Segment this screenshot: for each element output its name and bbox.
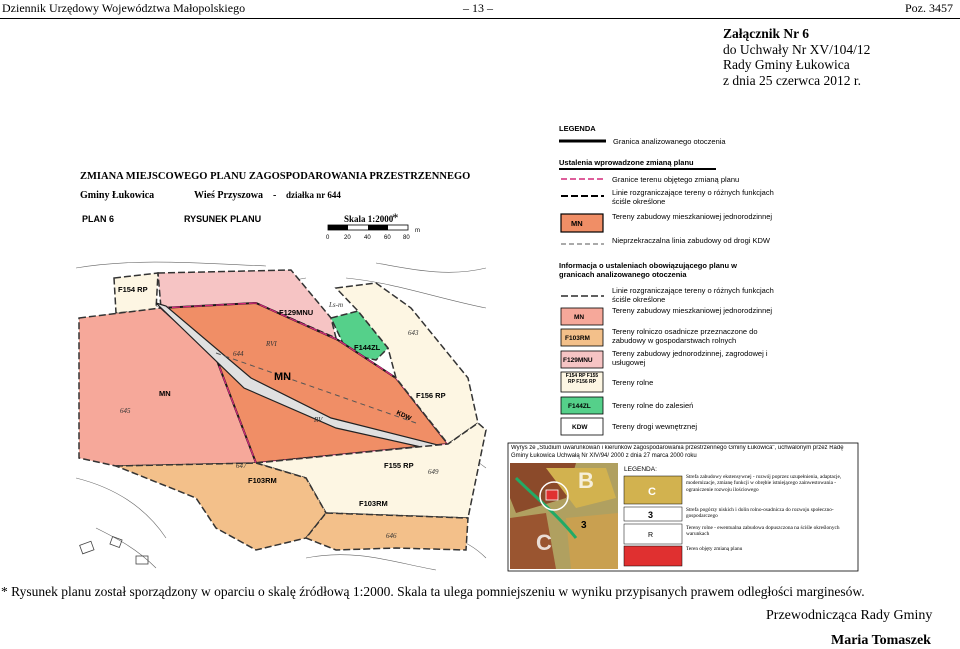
position-number: Poz. 3457 (905, 1, 953, 15)
plan-gmina: Gminy Łukowica (80, 190, 155, 201)
legend-item1-3: Nieprzekraczalna linia zabudowy od drogi KDW (612, 236, 770, 245)
plan-drawing-label: RYSUNEK PLANU (184, 214, 262, 224)
study-map-label-3: 3 (581, 520, 587, 531)
legend-item1-1: Linie rozgraniczające tereny o różnych funkcjach ściśle określone (612, 188, 774, 206)
study-legend-item-1: Strefa pogórzy niskich i dolin rolno-osadnicza do rozwoju społeczno-gospodarczego (686, 507, 834, 520)
label-f154rp: F154 RP (118, 285, 148, 294)
plan-plot: działka nr 644 (286, 190, 341, 200)
annex-title: Załącznik Nr 6 (723, 26, 810, 41)
study-legend-title: LEGENDA: (624, 466, 657, 473)
legend-title: LEGENDA (559, 124, 596, 133)
label-mn-left: MN (159, 389, 171, 398)
scale-tick-0: 0 (326, 235, 330, 241)
study-legend-item-3: Teren objęty zmianą planu (686, 546, 743, 552)
legend-item2-4: Tereny rolne (612, 378, 654, 387)
legend-item2-5: Tereny rolne do zalesień (612, 401, 694, 410)
study-legend-code-r: R (648, 532, 654, 539)
scale-tick-20: 20 (344, 235, 351, 241)
legend-item2-6: Tereny drogi wewnętrznej (612, 422, 698, 431)
legend-boundary-label: Granica analizowanego otoczenia (613, 137, 726, 146)
label-f103rm-b: F103RM (359, 499, 388, 508)
study-map-label-c: C (536, 530, 552, 555)
annex-heading (723, 26, 870, 88)
label-kdw: KDW (395, 409, 413, 423)
label-f103rm-a: F103RM (248, 476, 277, 485)
scale-tick-40: 40 (364, 235, 371, 241)
legend-item2-5-code: F144ZL (568, 403, 591, 410)
legend-item2-0: Linie rozgraniczające tereny o różnych funkcjach ściśle określone (612, 286, 774, 304)
parcel-646: 646 (386, 532, 397, 540)
plan-map-figure (76, 118, 960, 573)
legend-item1-2-code: MN (571, 219, 583, 228)
parcel-643: 643 (408, 329, 419, 337)
parcel-rv: RV (314, 416, 323, 424)
label-f144zl: F144ZL (354, 343, 381, 352)
legend-item1-0: Granice terenu objętego zmianą planu (612, 175, 740, 184)
plan-map-svg (76, 118, 960, 573)
legend-item2-6-code: KDW (572, 424, 588, 431)
scale-tick-80: 80 (403, 235, 410, 241)
study-caption: Wyrys ze „Studium uwarunkowań i kierunków zagospodarowania przestrzennego Gminy Łukowica", uchwalonym przez Radę Gminy Łukowica Uchwałą Nr XIV/94/ 2000 z dnia 27 marca 2000 roku (511, 445, 844, 459)
scale-star: * (392, 210, 399, 225)
parcel-rvi: RVI (266, 340, 277, 348)
label-mn-changed: MN (274, 371, 292, 383)
parcel-644: 644 (233, 350, 244, 358)
study-excerpt (508, 443, 858, 571)
study-map-label-b: B (578, 468, 594, 493)
parcel-645: 645 (120, 407, 131, 415)
legend-item2-2: Tereny rolniczo osadnicze przeznaczone do zabudowy w gospodarstwach rolnych (612, 327, 758, 345)
plan-dash: - (273, 190, 277, 201)
label-f155rp: F155 RP (384, 461, 414, 470)
label-f156rp: F156 RP (416, 391, 446, 400)
signature-role: Przewodnicząca Rady Gminy (766, 608, 933, 623)
page-number: – 13 – (463, 1, 493, 15)
parcel-649: 649 (428, 468, 439, 476)
legend-item2-1: Tereny zabudowy mieszkaniowej jednorodzinnej (612, 306, 773, 315)
study-legend-code-c: C (648, 486, 656, 498)
parcel-647: 647 (236, 462, 247, 470)
annex-line-2: Rady Gminy Łukowica (723, 57, 850, 72)
journal-title: Dziennik Urzędowy Województwa Małopolskiego (2, 1, 246, 15)
footnote: * Rysunek planu został sporządzony w oparciu o skalę źródłową 1:2000. Skala ta ulega pomniejszeniu w wyniku przypisanych prawem odległości marginesów. (1, 584, 865, 599)
legend-item1-2: Tereny zabudowy mieszkaniowej jednorodzinnej (612, 212, 773, 221)
annex-line-3: z dnia 25 czerwca 2012 r. (723, 72, 861, 88)
legend-item2-3: Tereny zabudowy jednorodzinnej, zagrodowej i usługowej (612, 349, 768, 367)
scale-label: Skala 1:2000 (344, 214, 394, 224)
annex-line-1: do Uchwały Nr XV/104/12 (723, 41, 871, 57)
page-header (0, 0, 960, 19)
legend-section-2: Informacja o ustaleniach obowiązującego planu w granicach analizowanego otoczenia (559, 261, 737, 279)
signature-name: Maria Tomaszek (831, 633, 931, 648)
legend-item2-4-code: F154 RP F155 RP F156 RP (565, 373, 599, 385)
scale-tick-60: 60 (384, 235, 391, 241)
scale-unit: m (415, 228, 420, 234)
plan-village: Wieś Przyszowa (194, 190, 263, 201)
legend-section-1: Ustalenia wprowadzone zmianą planu (559, 158, 694, 167)
parcel-lsm: Ls-m (329, 301, 344, 309)
label-f129mnu: F129MNU (279, 308, 314, 317)
legend-item2-1-code: MN (574, 314, 585, 321)
plan-heading: ZMIANA MIEJSCOWEGO PLANU ZAGOSPODAROWANIA PRZESTRZENNEGO (80, 171, 471, 182)
scale-bar (326, 225, 420, 241)
study-legend-item-0: Strefa zabudowy ekstensywnej - rozwój poprzez uzupełnienia, adaptacje, modernizacje, zmianę funkcji w obrębie istniejącego zainwestowania - ograniczenie rozwoju ilościowego (686, 474, 842, 493)
study-legend-code-3: 3 (648, 510, 654, 520)
legend-item2-2-code: F103RM (565, 335, 590, 342)
study-legend-item-2: Tereny rolne - ewentualna zabudowa dopuszczona na ściśle określonych warunkach (686, 525, 840, 538)
legend-item2-3-code: F129MNU (563, 357, 593, 364)
plan-number: PLAN 6 (82, 214, 115, 224)
